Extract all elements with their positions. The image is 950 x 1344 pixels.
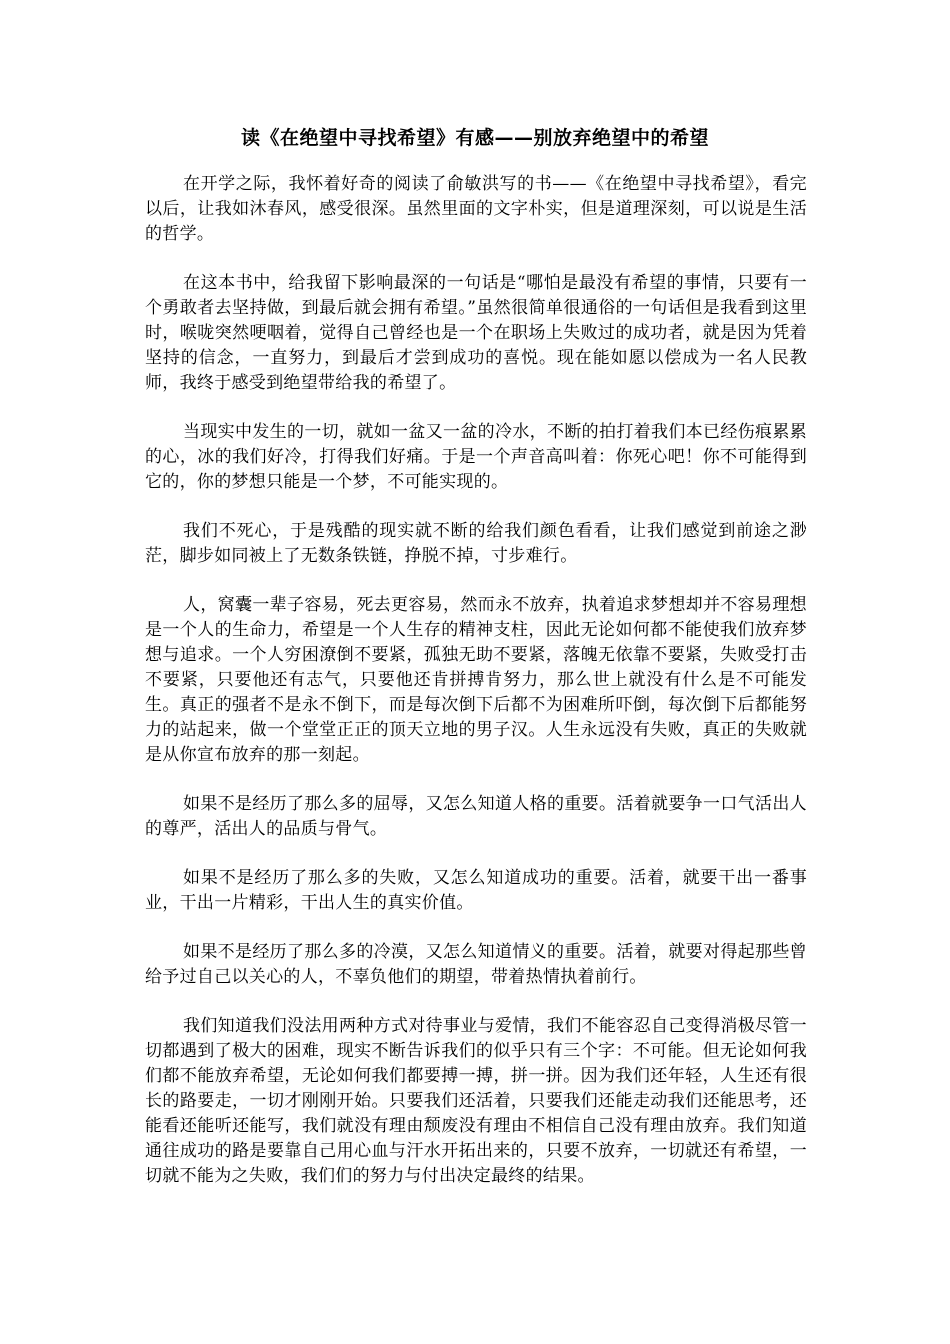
paragraph-3: 当现实中发生的一切，就如一盆又一盆的冷水，不断的拍打着我们本已经伤痕累累的心，冰的我们好冷，打得我们好痛。于是一个声音高叫着：你死心吧！你不可能得到它的，你的梦想只能是一个梦，不可能实现的。 [145,422,807,492]
paragraph-7: 如果不是经历了那么多的失败，又怎么知道成功的重要。活着，就要干出一番事业，干出一片精彩，干出人生的真实价值。 [145,868,807,913]
paragraph-8: 如果不是经历了那么多的冷漠，又怎么知道情义的重要。活着，就要对得起那些曾给予过自己以关心的人，不辜负他们的期望，带着热情执着前行。 [145,942,807,987]
paragraph-6: 如果不是经历了那么多的屈辱，又怎么知道人格的重要。活着就要争一口气活出人的尊严，活出人的品质与骨气。 [145,794,807,839]
paragraph-4: 我们不死心，于是残酷的现实就不断的给我们颜色看看，让我们感觉到前途之渺茫，脚步如同被上了无数条铁链，挣脱不掉，寸步难行。 [145,521,807,566]
paragraph-1: 在开学之际，我怀着好奇的阅读了俞敏洪写的书——《在绝望中寻找希望》，看完以后，让我如沐春风，感受很深。虽然里面的文字朴实，但是道理深刻，可以说是生活的哲学。 [145,174,807,244]
paragraph-5: 人，窝囊一辈子容易，死去更容易，然而永不放弃，执着追求梦想却并不容易理想是一个人的生命力，希望是一个人生存的精神支柱，因此无论如何都不能使我们放弃梦想与追求。一个人穷困潦倒不要紧，孤独无助不要紧，落魄无依靠不要紧，失败受打击不要紧，只要他还有志气，只要他还肯拼搏肯努力，那么世上就没有什么是不可能发生。真正的强者不是永不倒下，而是每次倒下后都不为困难所吓倒，每次倒下后都能努力的站起来，做一个堂堂正正的顶天立地的男子汉。人生永远没有失败，真正的失败就是从你宣布放弃的那一刻起。 [145,595,807,765]
document-title: 读《在绝望中寻找希望》有感——别放弃绝望中的希望 [240,127,709,149]
paragraph-9: 我们知道我们没法用两种方式对待事业与爱情，我们不能容忍自己变得消极尽管一切都遇到了极大的困难，现实不断告诉我们的似乎只有三个字：不可能。但无论如何我们都不能放弃希望，无论如何我们都要搏一搏，拼一拼。因为我们还年轻，人生还有很长的路要走，一切才刚刚开始。只要我们还活着，只要我们还能走动我们还能思考，还能看还能听还能写，我们就没有理由颓废没有理由不相信自己没有理由放弃。我们知道通往成功的路是要靠自己用心血与汗水开拓出来的，只要不放弃，一切就还有希望，一切就不能为之失败，我们们的努力与付出决定最终的结果。 [145,1016,807,1186]
document-body [145,172,807,1213]
paragraph-2: 在这本书中，给我留下影响最深的一句话是“哪怕是最没有希望的事情，只要有一个勇敢者去坚持做，到最后就会拥有希望。”虽然很简单很通俗的一句话但是我看到这里时，喉咙突然哽咽着，觉得自己曾经也是一个在职场上失败过的成功者，就是因为凭着坚持的信念，一直努力，到最后才尝到成功的喜悦。现在能如愿以偿成为一名人民教师，我终于感受到绝望带给我的希望了。 [145,273,807,393]
